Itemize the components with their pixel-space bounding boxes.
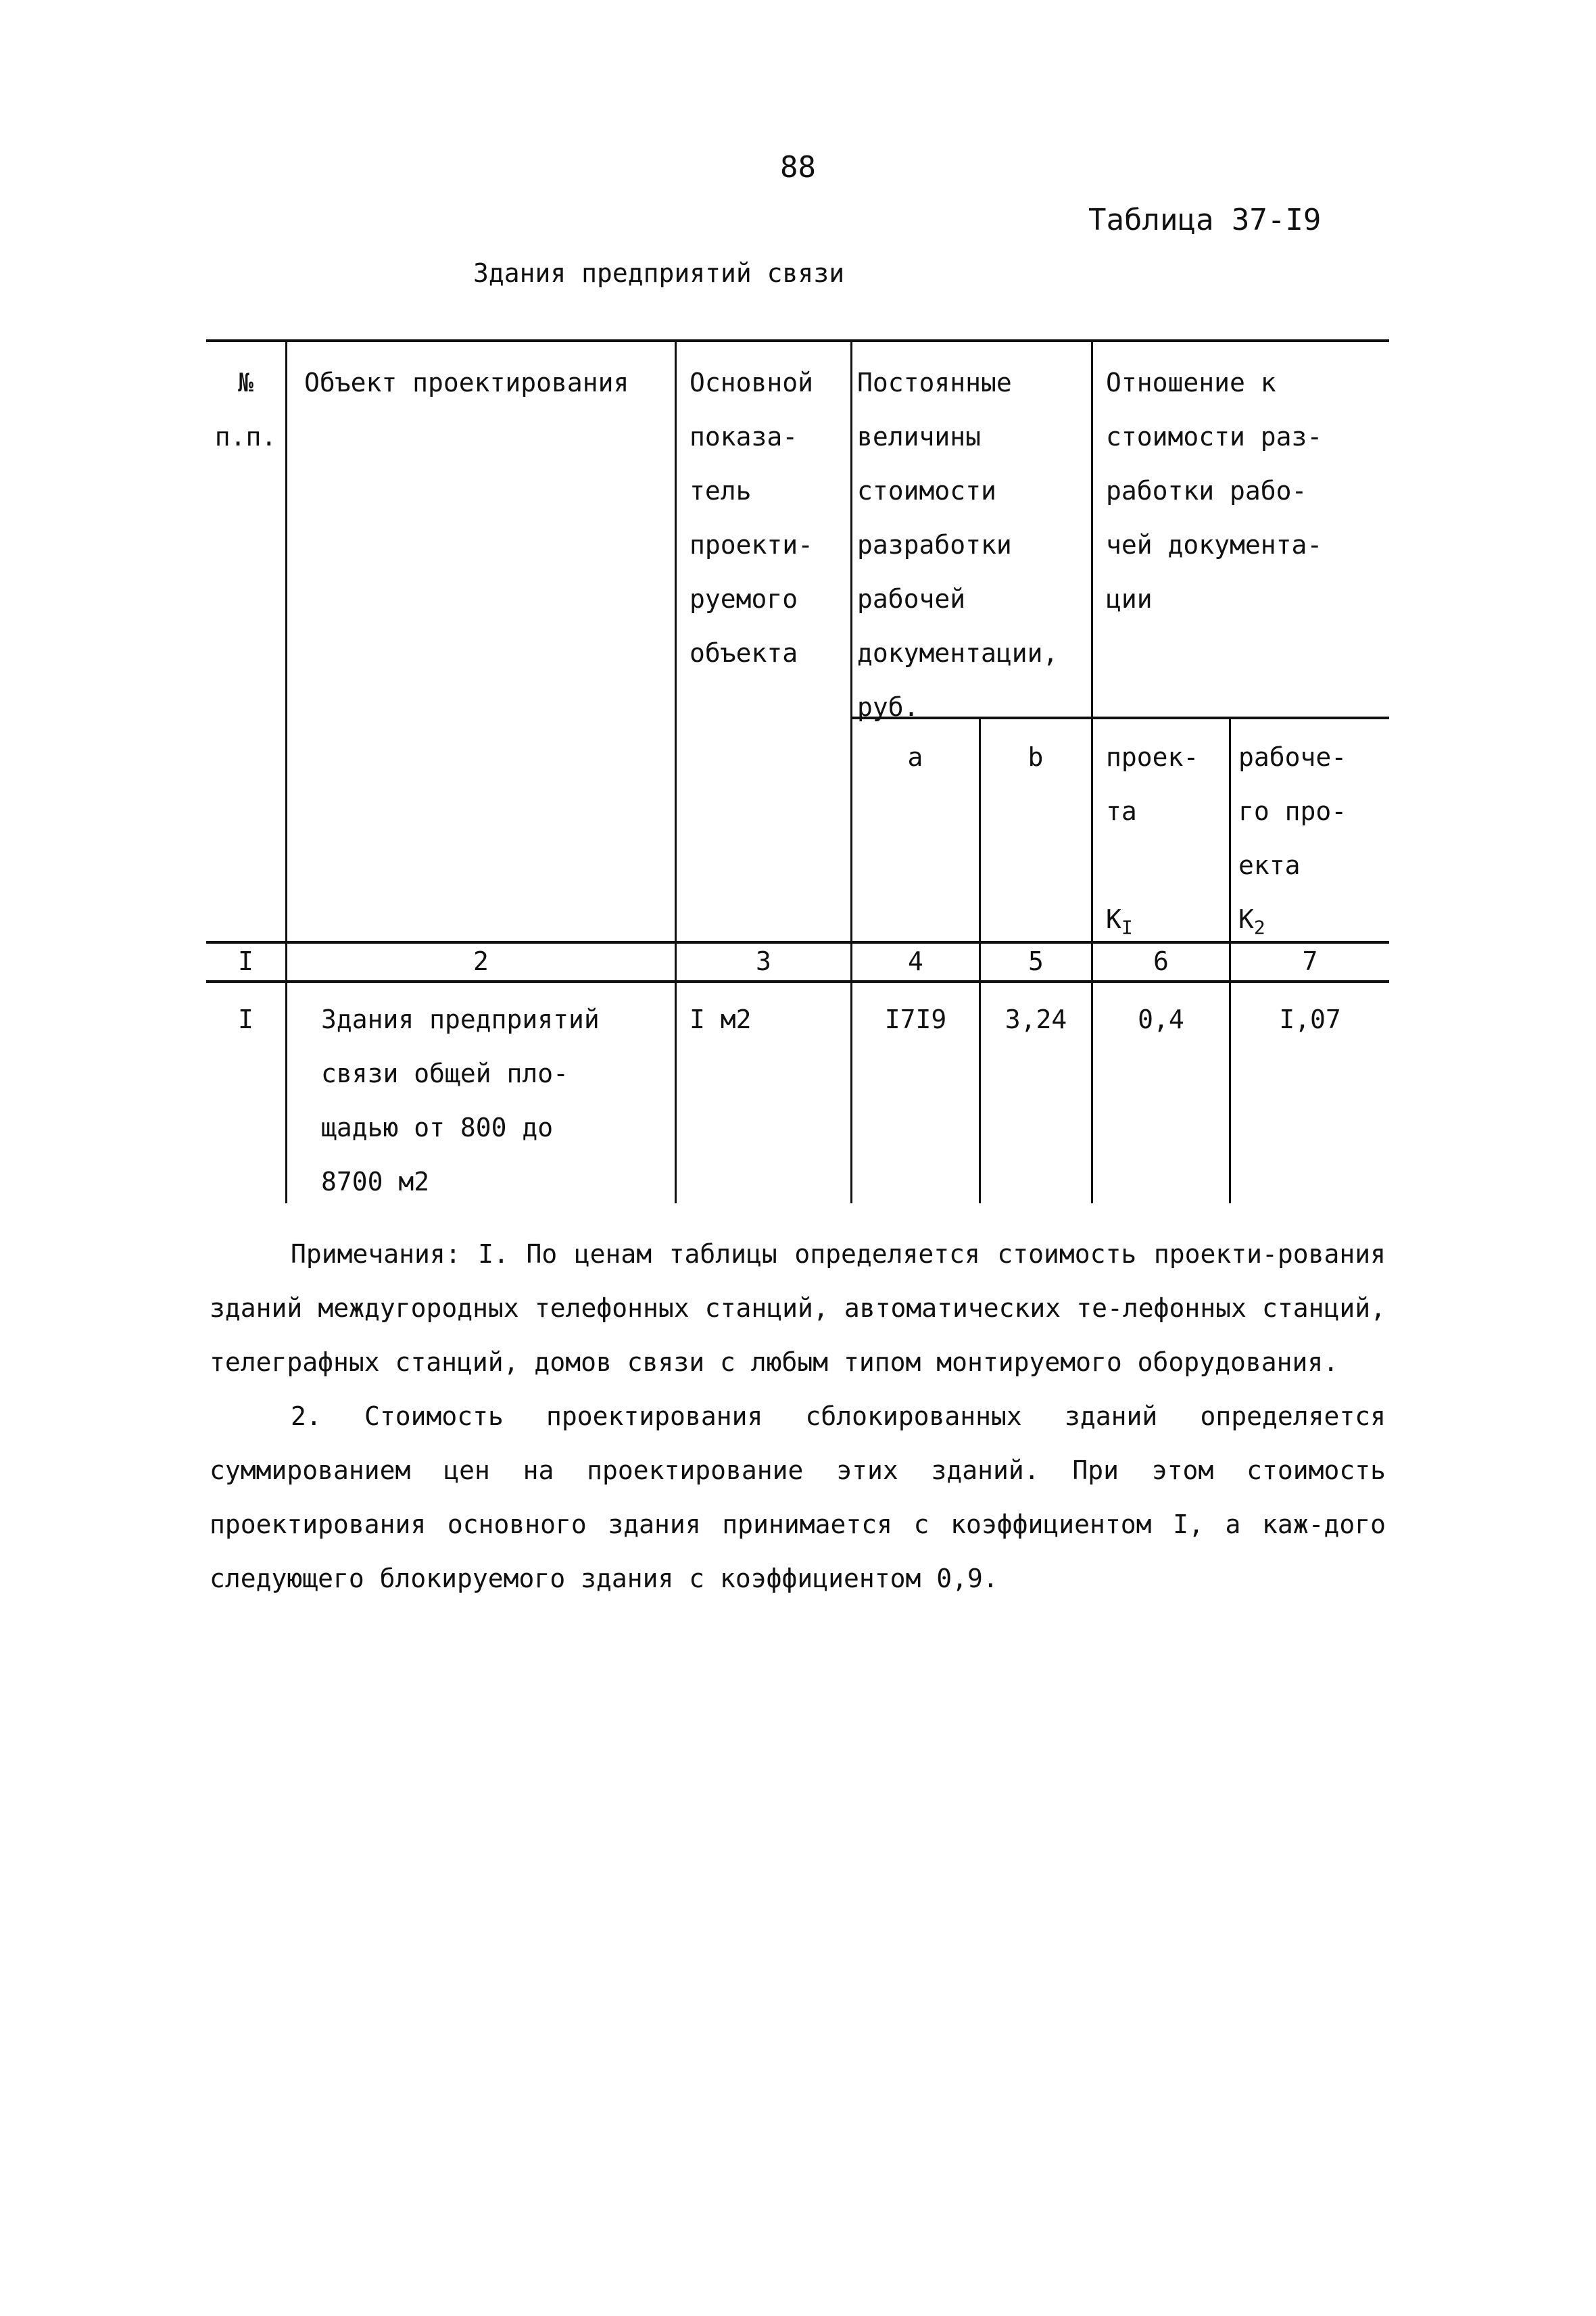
row-indicator: I м2 [690, 1005, 752, 1034]
column-number: 5 [1028, 946, 1044, 976]
subheader-k1: проек- та [1106, 742, 1199, 826]
header-constant-values: Постоянные величины стоимости разработки рабочей документации, руб. [857, 368, 1059, 722]
column-number: 3 [756, 946, 771, 976]
row-value-b: 3,24 [1005, 1005, 1067, 1034]
subheader-k2: рабоче- го про- екта [1238, 742, 1347, 880]
column-number: 2 [473, 946, 489, 976]
row-value-k1: 0,4 [1138, 1005, 1184, 1034]
row-value-k2: I,07 [1279, 1005, 1341, 1034]
header-ratio: Отношение к стоимости раз- работки рабо- чей документа- ции [1106, 368, 1323, 614]
subheader-a: а [907, 742, 923, 772]
header-indicator: Основной показа- тель проекти- руемого объекта [690, 368, 814, 668]
column-number: I [238, 946, 253, 976]
note-1: Примечания: I. По ценам таблицы определяется стоимость проекти-рования зданий междугородных телефонных станций, автоматических те-лефонных станций, телеграфных станций, домов связи с любым типом монтируемого оборудования. [210, 1239, 1386, 1377]
header-number: № п.п. [214, 368, 277, 452]
column-number: 6 [1153, 946, 1169, 976]
table-top-rule [206, 339, 1389, 342]
table-col-divider [675, 341, 677, 1203]
column-number: 4 [908, 946, 923, 976]
note-2: 2. Стоимость проектирования сблокированных зданий определяется суммированием цен на проектирование этих зданий. При этом стоимость проектирования основного здания принимается с коэффициентом I, а каж-дого следующего блокируемого здания с коэффициентом 0,9. [210, 1401, 1386, 1593]
k1-index: I [1121, 916, 1133, 939]
table-col-divider [285, 341, 287, 1203]
k2-letter: К [1238, 904, 1254, 934]
k2-index: 2 [1253, 916, 1265, 939]
table-notes [210, 1227, 1386, 1606]
row-object: Здания предприятий связи общей пло- щадью от 800 до 8700 м2 [321, 1005, 600, 1197]
header-object: Объект проектирования [304, 368, 629, 397]
k1-letter: К [1106, 904, 1121, 934]
page-number: 88 [780, 150, 816, 185]
row-number: I [238, 1005, 253, 1034]
subheader-b: b [1027, 742, 1044, 772]
row-value-a: I7I9 [884, 1005, 947, 1034]
table-title: Здания предприятий связи [473, 258, 845, 288]
table-id: Таблица 37-I9 [1088, 203, 1322, 237]
column-number: 7 [1302, 946, 1318, 976]
